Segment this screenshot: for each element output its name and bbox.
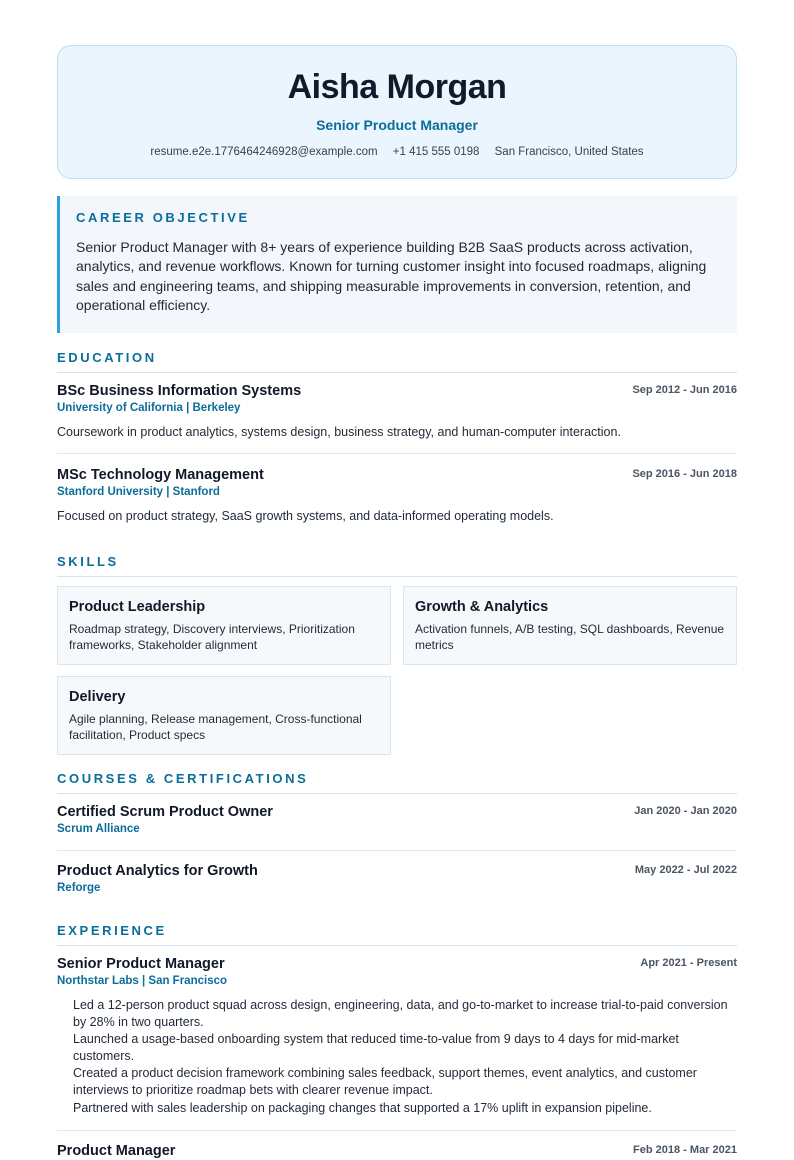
entry-divider xyxy=(57,850,737,851)
job-title: Product Manager xyxy=(57,1142,176,1159)
course-date: Jan 2020 - Jan 2020 xyxy=(634,805,737,817)
experience-entry xyxy=(57,1142,737,1160)
entry-divider xyxy=(57,453,737,454)
contact-location: San Francisco, United States xyxy=(494,146,644,158)
education-entry xyxy=(57,466,737,524)
section-title-education: EDUCATION xyxy=(57,350,157,365)
courses-section xyxy=(57,771,737,896)
company-name: Northstar Labs | San Francisco xyxy=(57,975,228,987)
contact-phone[interactable]: +1 415 555 0198 xyxy=(392,146,480,158)
course-name: Product Analytics for Growth xyxy=(57,863,258,879)
education-header xyxy=(57,350,737,373)
skill-category: Product Leadership xyxy=(69,599,206,615)
degree-title: BSc Business Information Systems xyxy=(57,383,302,399)
courses-header xyxy=(57,771,737,794)
section-title-courses: COURSES & CERTIFICATIONS xyxy=(57,771,309,786)
skill-card xyxy=(57,676,391,755)
achievement-item: Partnered with sales leadership on packaging changes that supported a 17% uplift in expansion pipeline. xyxy=(73,1100,652,1115)
course-issuer: Scrum Alliance xyxy=(57,823,140,835)
education-entry xyxy=(57,382,737,440)
entry-divider xyxy=(57,1130,737,1131)
section-title-objective: CAREER OBJECTIVE xyxy=(76,210,250,225)
resume-header xyxy=(57,45,737,179)
contact-email[interactable]: resume.e2e.1776464246928@example.com xyxy=(150,146,378,158)
experience-section xyxy=(57,923,737,1160)
resume-page xyxy=(57,45,737,1160)
skills-grid xyxy=(57,586,737,755)
course-entry xyxy=(57,803,737,837)
candidate-name: Aisha Morgan xyxy=(287,68,507,106)
degree-title: MSc Technology Management xyxy=(57,467,264,483)
skill-card xyxy=(57,586,391,665)
skill-category: Delivery xyxy=(69,689,126,705)
contact-line xyxy=(58,145,736,159)
skills-section xyxy=(57,554,737,755)
school-name: Stanford University | Stanford xyxy=(57,486,220,498)
skill-card xyxy=(403,586,737,665)
objective-text: Senior Product Manager with 8+ years of experience building B2B SaaS products across activation, analytics, and revenue workflows. Known for turning customer insight into focused roadmaps, aligning sales and engineering teams, and shipping measurable improvements in conversion, retention, and operational efficiency. xyxy=(76,239,707,313)
skill-category: Growth & Analytics xyxy=(415,599,549,615)
job-achievements xyxy=(57,997,737,1117)
experience-header xyxy=(57,923,737,946)
achievement-item: Led a 12-person product squad across design, engineering, data, and go-to-market to increase trial-to-paid conversion by 28% in two quarters. xyxy=(73,998,728,1030)
education-description: Focused on product strategy, SaaS growth systems, and data-informed operating models. xyxy=(57,509,554,523)
education-date: Sep 2012 - Jun 2016 xyxy=(632,384,737,396)
course-issuer: Reforge xyxy=(57,882,101,894)
course-name: Certified Scrum Product Owner xyxy=(57,804,273,820)
skill-list: Roadmap strategy, Discovery interviews, Prioritization frameworks, Stakeholder alignment xyxy=(69,622,355,652)
education-description: Coursework in product analytics, systems design, business strategy, and human-computer interaction. xyxy=(57,425,621,439)
school-name: University of California | Berkeley xyxy=(57,402,241,414)
section-title-experience: EXPERIENCE xyxy=(57,923,167,938)
course-date: May 2022 - Jul 2022 xyxy=(634,864,737,876)
education-section xyxy=(57,350,737,524)
career-objective-section xyxy=(57,196,737,333)
job-date: Feb 2018 - Mar 2021 xyxy=(633,1143,737,1156)
skills-header xyxy=(57,554,737,577)
job-title: Senior Product Manager xyxy=(57,956,225,972)
achievement-item: Created a product decision framework combining sales feedback, support themes, event analytics, and customer interviews to prioritize roadmap bets with clearer revenue impact. xyxy=(73,1066,697,1098)
skill-list: Agile planning, Release management, Cross-functional facilitation, Product specs xyxy=(69,712,362,742)
course-entry xyxy=(57,862,737,896)
achievement-item: Launched a usage-based onboarding system that reduced time-to-value from 9 days to 4 days for mid-market customers. xyxy=(73,1032,679,1064)
skill-list: Activation funnels, A/B testing, SQL dashboards, Revenue metrics xyxy=(415,622,725,652)
section-title-skills: SKILLS xyxy=(57,554,119,569)
candidate-role: Senior Product Manager xyxy=(316,117,478,133)
experience-entry xyxy=(57,955,737,1117)
education-date: Sep 2016 - Jun 2018 xyxy=(632,468,737,480)
job-date: Apr 2021 - Present xyxy=(640,957,737,969)
